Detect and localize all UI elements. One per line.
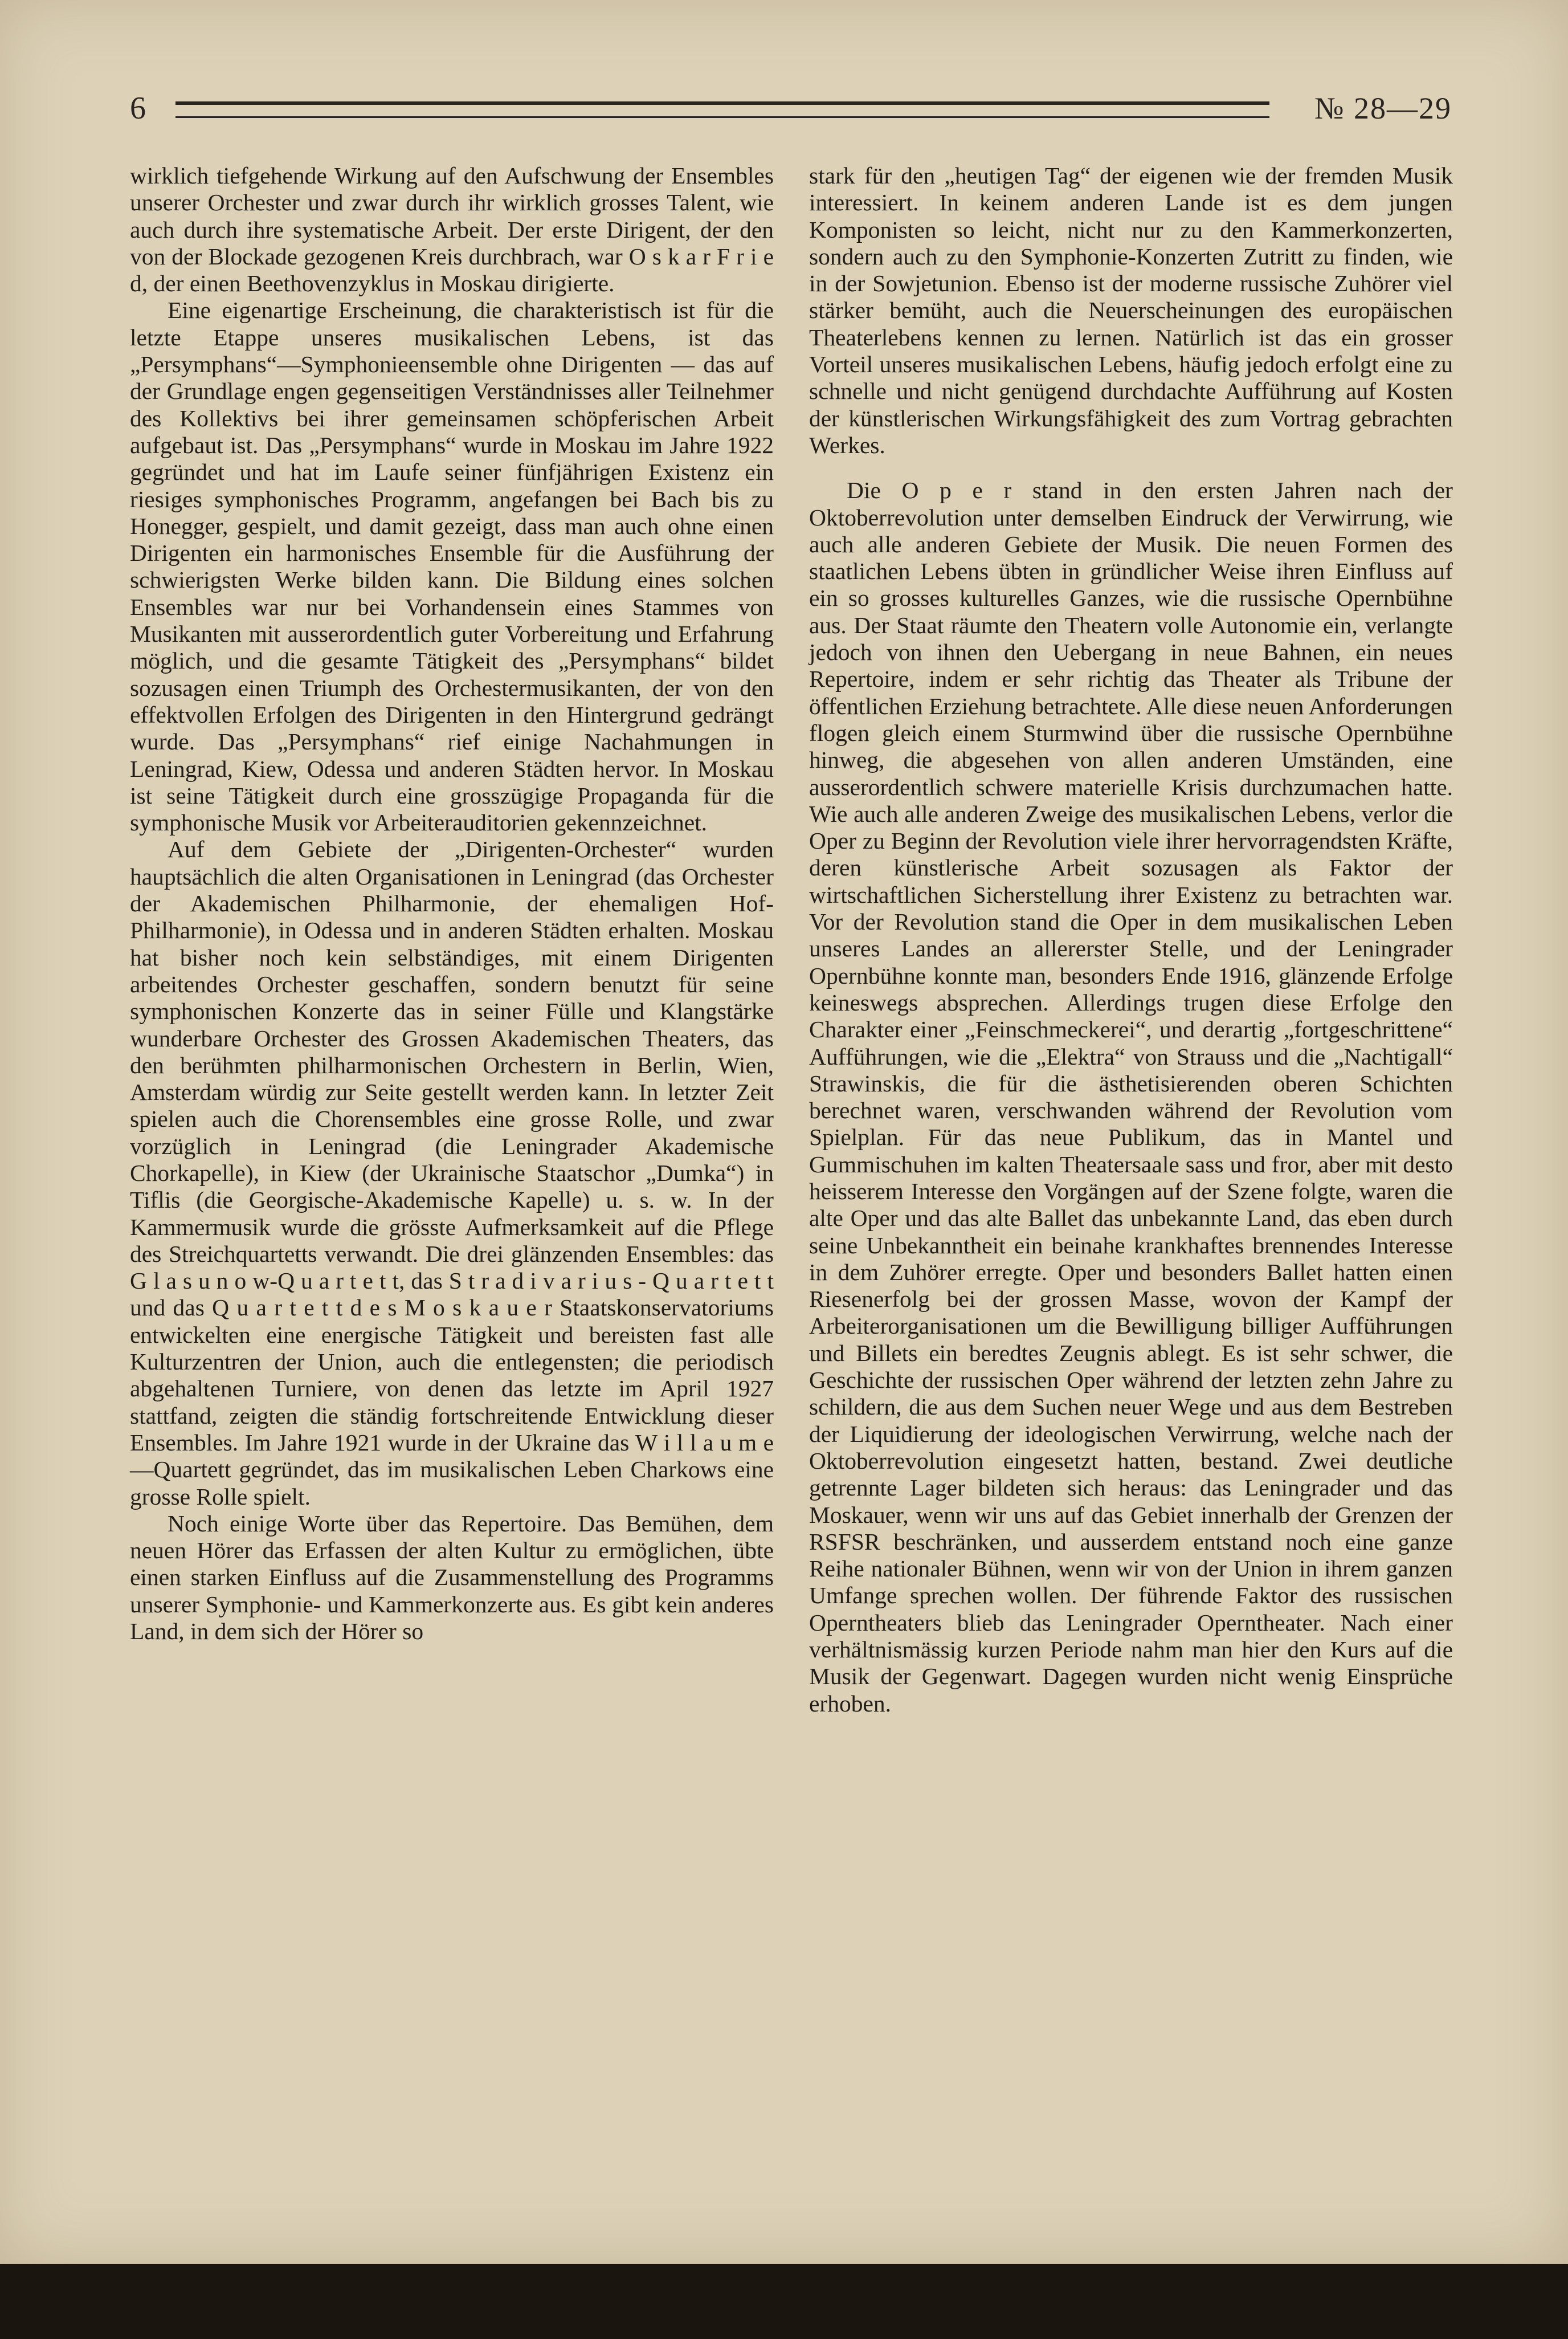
- header-rule: [175, 101, 1269, 118]
- page-number: 6: [130, 91, 146, 126]
- left-column: [130, 162, 774, 1645]
- page-header: [130, 85, 1452, 131]
- paragraph: Auf dem Gebiete der „Dirigenten-Orchester“ wurden hauptsächlich die alten Organisationen in Leningrad (das Orchester der Akademischen Philharmonie, der ehemaligen Hof-Philharmonie), in Odessa und in anderen Städten erhalten. Moskau hat bisher noch kein selbständiges, mit einem Dirigenten arbeitendes Orchester geschaffen, sondern benutzt für seine symphonischen Konzerte das in seiner Fülle und Klangstärke wunderbare Orchester des Grossen Akademischen Theaters, das den berühmten philharmonischen Orchestern in Berlin, Wien, Amsterdam würdig zur Seite gestellt werden kann. In letzter Zeit spielen auch die Chorensembles eine grosse Rolle, und zwar vorzüglich in Leningrad (die Leningrader Akademische Chorkapelle), in Kiew (der Ukrainische Staatschor „Dumka“) in Tiflis (die Georgische-Akademische Kapelle) u. s. w. In der Kammermusik wurde die grösste Aufmerksamkeit auf die Pflege des Streichquartetts verwandt. Die drei glänzenden Ensembles: das G l a s u n o w-Q u a r t e t t, das S t r a d i v a r i u s - Q u a r t e t t und das Q u a r t e t t d e s M o s k a u e r Staatskonservatoriums entwickelten eine energische Tätigkeit und bereisten fast alle Kulturzentren der Union, auch die entlegensten; die periodisch abgehaltenen Turniere, von denen das letzte im April 1927 stattfand, zeigten die ständig fortschreitende Entwicklung dieser Ensembles. Im Jahre 1921 wurde in der Ukraine das W i l l a u m e—Quartett gegründet, das im musikalischen Leben Charkows eine grosse Rolle spielt.: [130, 836, 774, 1510]
- paragraph: stark für den „heutigen Tag“ der eigenen wie der fremden Musik interessiert. In keinem anderen Lande ist es dem jungen Komponisten so leicht, nicht nur zu den Kammerkonzerten, sondern auch zu den Symphonie-Konzerten Zutritt zu finden, wie in der Sowjetunion. Ebenso ist der moderne russische Zuhörer viel stärker bemüht, auch die Neuerscheinungen des europäischen Theaterlebens kennen zu lernen. Natürlich ist das ein grosser Vorteil unseres musikalischen Lebens, häufig jedoch erfolgt eine zu schnelle und nicht genügend durchdachte Aufführung auf Kosten der künstlerischen Wirkungsfähigkeit des zum Vortrag gebrachten Werkes.: [809, 162, 1453, 458]
- right-column: [809, 162, 1453, 1717]
- paragraph: Noch einige Worte über das Repertoire. Das Bemühen, dem neuen Hörer das Erfassen der alten Kultur zu ermöglichen, übte einen starken Einfluss auf die Zusammenstellung des Programms unserer Symphonie- und Kammerkonzerte aus. Es gibt kein anderes Land, in dem sich der Hörer so: [130, 1510, 774, 1645]
- issue-number: № 28—29: [1314, 91, 1452, 125]
- paragraph: Eine eigenartige Erscheinung, die charakteristisch ist für die letzte Etappe unseres musikalischen Lebens, ist das „Persymphans“—Symphonieensemble ohne Dirigenten — das auf der Grundlage engen gegenseitigen Verständnisses aller Teilnehmer des Kollektivs bei ihrer gemeinsamen schöpferischen Arbeit aufgebaut ist. Das „Persymphans“ wurde in Moskau im Jahre 1922 gegründet und hat im Laufe seiner fünfjährigen Existenz ein riesiges symphonisches Programm, angefangen bei Bach bis zu Honegger, gespielt, und damit gezeigt, dass man auch ohne einen Dirigenten ein harmonisches Ensemble für die Ausführung der schwierigsten Werke bilden kann. Die Bildung eines solchen Ensembles war nur bei Vorhandensein eines Stammes von Musikanten mit ausserordentlich guter Vorbereitung und Erfahrung möglich, und die gesamte Tätigkeit des „Persymphans“ bildet sozusagen einen Triumph des Orchestermusikanten, der von den effektvollen Erfolgen des Dirigenten in den Hintergrund gedrängt wurde. Das „Persymphans“ rief einige Nachahmungen in Leningrad, Kiew, Odessa und anderen Städten hervor. In Moskau ist seine Tätigkeit durch eine grosszügige Propaganda für die symphonische Musik vor Arbeiterauditorien gekennzeichnet.: [130, 297, 774, 836]
- paragraph: Die O p e r stand in den ersten Jahren nach der Oktoberrevolution unter demselben Eindruck der Verwirrung, wie auch alle anderen Gebiete der Musik. Die neuen Formen des staatlichen Lebens übten in gründlicher Weise ihren Einfluss auf ein so grosses kulturelles Ganzes, wie die russische Opernbühne aus. Der Staat räumte den Theatern volle Autonomie ein, verlangte jedoch von ihnen den Uebergang in neue Bahnen, ein neues Repertoire, indem er sehr richtig das Theater als Tribune der öffentlichen Erziehung betrachtete. Alle diese neuen Anforderungen flogen gleich einem Sturmwind über die russische Opernbühne hinweg, die abgesehen von allen anderen Umständen, eine ausserordentlich schwere materielle Krisis durchzumachen hatte. Wie auch alle anderen Zweige des musikalischen Lebens, verlor die Oper zu Beginn der Revolution viele ihrer hervorragendsten Kräfte, deren künstlerische Arbeit sozusagen als Faktor der wirtschaftlichen Sicherstellung ihrer Existenz zu betrachten war. Vor der Revolution stand die Oper in dem musikalischen Leben unseres Landes an allererster Stelle, und der Leningrader Opernbühne konnte man, besonders Ende 1916, glänzende Erfolge keineswegs absprechen. Allerdings trugen diese Erfolge den Charakter einer „Feinschmeckerei“, und derartig „fortgeschrittene“ Aufführungen, wie die „Elektra“ von Strauss und die „Nachtigall“ Strawinskis, die für die ästhetisierenden oberen Schichten berechnet waren, verschwanden während der Revolution vom Spielplan. Für das neue Publikum, das in Mantel und Gummischuhen im kalten Theatersaale sass und fror, aber mit desto heisserem Interesse den Vorgängen auf der Szene folgte, waren die alte Oper und das alte Ballet das unbekannte Land, das eben durch seine Unbekanntheit ein beinahe krankhaftes brennendes Interesse in dem Zuhörer erregte. Oper und besonders Ballet hatten einen Riesenerfolg bei der grossen Masse, wovon der Kampf der Arbeiterorganisationen um die Bewilligung billiger Aufführungen und Billets ein beredtes Zeugnis ablegt. Es ist sehr schwer, die Geschichte der russischen Oper während der letzten zehn Jahre zu schildern, die aus dem Suchen neuer Wege und aus dem Bestreben der Liquidierung der ideologischen Verwirrung, welche nach der Oktoberrevolution eingesetzt hatten, bestand. Zwei deutliche getrennte Lager bildeten sich heraus: das Leningrader und das Moskauer, wenn wir uns auf das Gebiet innerhalb der Grenzen der RSFSR beschränken, und ausserdem entstand noch eine ganze Reihe nationaler Bühnen, wenn wir von der Union in ihrem ganzen Umfange sprechen wollen. Der führende Faktor des russischen Operntheaters blieb das Leningrader Operntheater. Nach einer verhältnismässig kurzen Periode nahm man hier den Kurs auf die Musik der Gegenwart. Dagegen wurden nicht wenig Einsprüche erhoben.: [809, 477, 1453, 1717]
- paragraph: wirklich tiefgehende Wirkung auf den Aufschwung der Ensembles unserer Orchester und zwar durch ihr wirklich grosses Talent, wie auch durch ihre systematische Arbeit. Der erste Dirigent, der den von der Blockade gezogenen Kreis durchbrach, war O s k a r F r i e d, der einen Beethovenzyklus in Moskau dirigierte.: [130, 162, 774, 297]
